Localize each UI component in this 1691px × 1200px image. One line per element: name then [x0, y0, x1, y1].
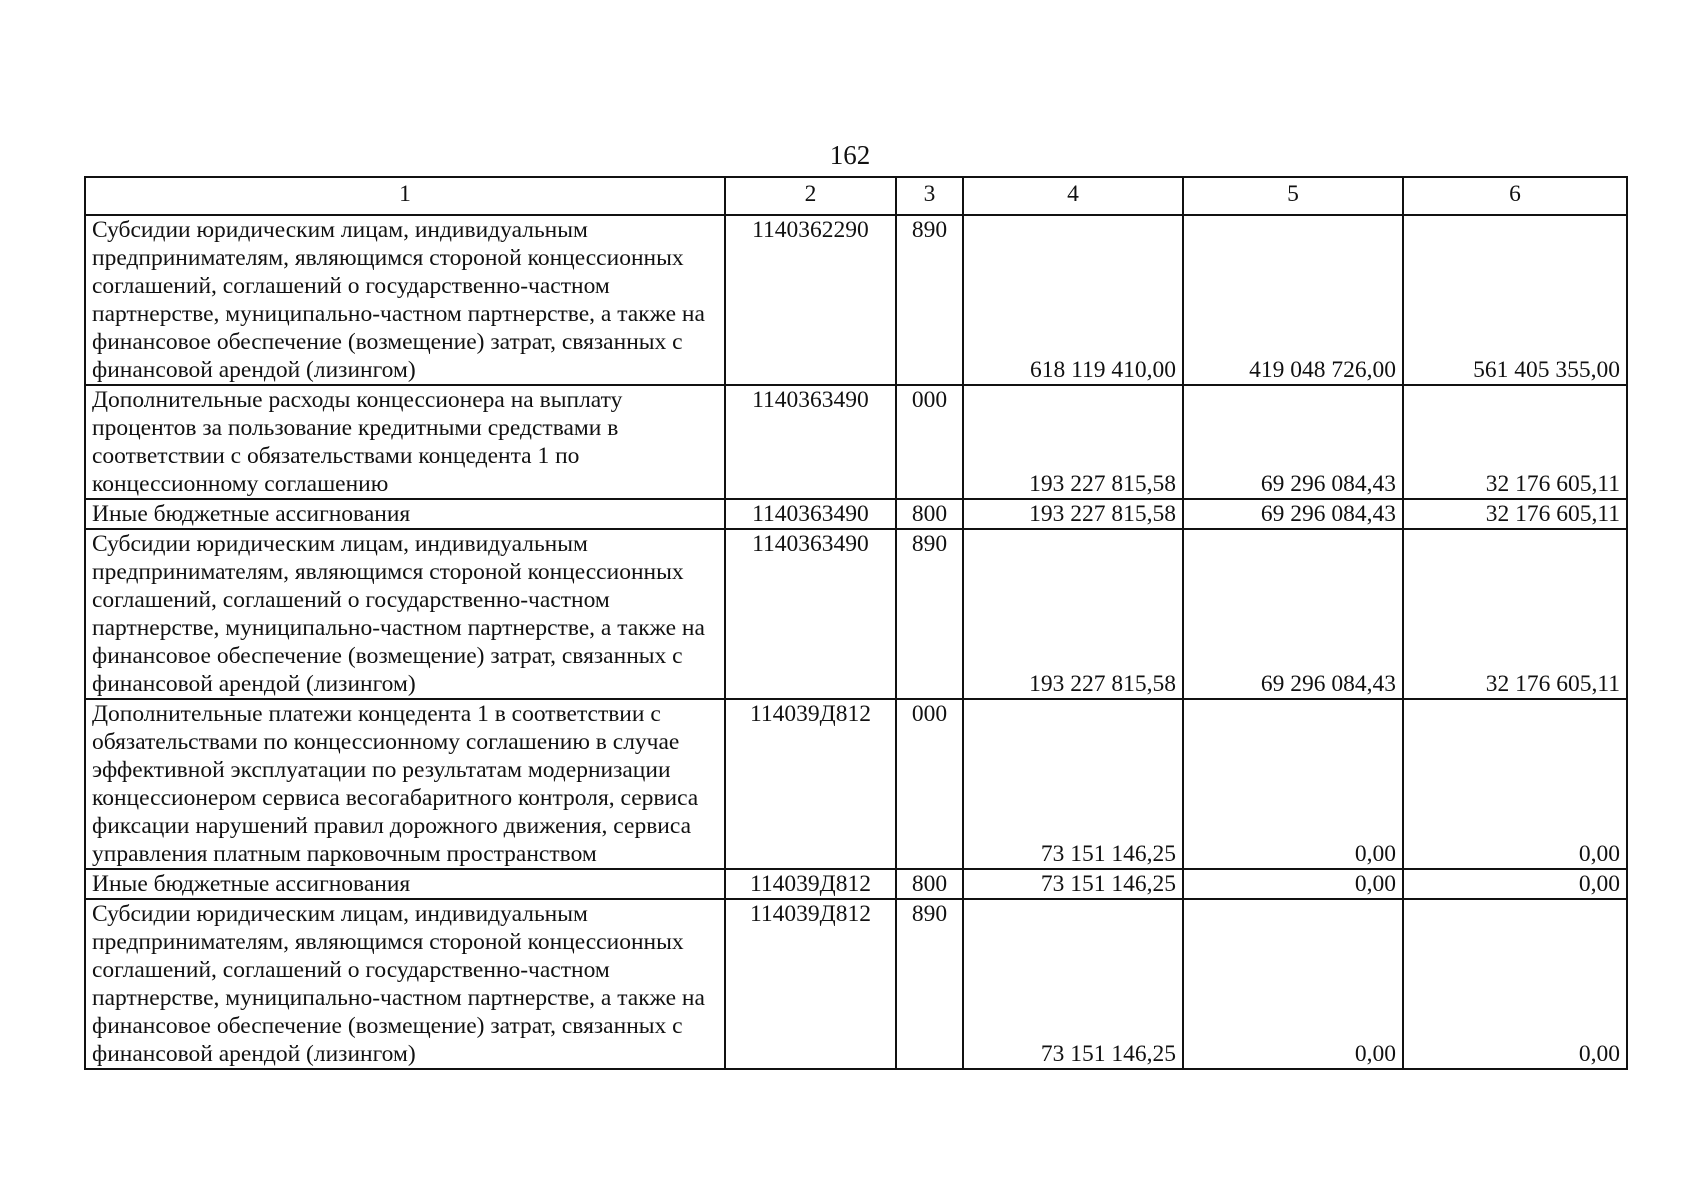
row-amount-5: 69 296 084,43: [1183, 529, 1403, 699]
table-header-row: [85, 177, 1627, 215]
row-code: 1140363490: [725, 499, 896, 529]
row-code: 114039Д812: [725, 869, 896, 899]
row-amount-4: 73 151 146,25: [963, 699, 1183, 869]
row-amount-6: 0,00: [1403, 899, 1627, 1069]
column-header: 2: [725, 177, 896, 215]
row-name: Субсидии юридическим лицам, индивидуальным предпринимателям, являющимся стороной концессионных соглашений, соглашений о государственно-частном партнерстве, муниципально-частном партнерстве, а также на финансовое обеспечение (возмещение) затрат, связанных с финансовой арендой (лизингом): [85, 529, 725, 699]
row-amount-4: 73 151 146,25: [963, 899, 1183, 1069]
table-row: [85, 699, 1627, 869]
row-name: Дополнительные платежи концедента 1 в соответствии с обязательствами по концессионному соглашению в случае эффективной эксплуатации по результатам модернизации концессионером сервиса весогабаритного контроля, сервиса фиксации нарушений правил дорожного движения, сервиса управления платным парковочным пространством: [85, 699, 725, 869]
row-type: 800: [896, 869, 963, 899]
page-number: 162: [829, 140, 871, 170]
row-amount-4: 73 151 146,25: [963, 869, 1183, 899]
column-header: 3: [896, 177, 963, 215]
row-amount-6: 0,00: [1403, 869, 1627, 899]
row-name: Дополнительные расходы концессионера на выплату процентов за пользование кредитными средствами в соответствии с обязательствами концедента 1 по концессионному соглашению: [85, 385, 725, 499]
row-code: 1140363490: [725, 529, 896, 699]
table-row: [85, 215, 1627, 385]
row-type: 890: [896, 215, 963, 385]
row-type: 890: [896, 899, 963, 1069]
table-row: [85, 869, 1627, 899]
row-amount-4: 193 227 815,58: [963, 499, 1183, 529]
row-code: 114039Д812: [725, 899, 896, 1069]
row-amount-4: 193 227 815,58: [963, 529, 1183, 699]
budget-table: [84, 176, 1628, 1070]
row-name: Иные бюджетные ассигнования: [85, 499, 725, 529]
row-amount-4: 193 227 815,58: [963, 385, 1183, 499]
table-row: [85, 499, 1627, 529]
table-row: [85, 899, 1627, 1069]
row-amount-6: 561 405 355,00: [1403, 215, 1627, 385]
row-amount-6: 0,00: [1403, 699, 1627, 869]
table-row: [85, 529, 1627, 699]
row-amount-6: 32 176 605,11: [1403, 529, 1627, 699]
row-amount-6: 32 176 605,11: [1403, 385, 1627, 499]
row-amount-5: 0,00: [1183, 699, 1403, 869]
column-header: 1: [85, 177, 725, 215]
row-amount-5: 69 296 084,43: [1183, 499, 1403, 529]
row-amount-4: 618 119 410,00: [963, 215, 1183, 385]
row-name: Иные бюджетные ассигнования: [85, 869, 725, 899]
row-amount-5: 0,00: [1183, 899, 1403, 1069]
row-amount-5: 69 296 084,43: [1183, 385, 1403, 499]
row-name: Субсидии юридическим лицам, индивидуальным предпринимателям, являющимся стороной концессионных соглашений, соглашений о государственно-частном партнерстве, муниципально-частном партнерстве, а также на финансовое обеспечение (возмещение) затрат, связанных с финансовой арендой (лизингом): [85, 215, 725, 385]
row-code: 1140363490: [725, 385, 896, 499]
row-code: 114039Д812: [725, 699, 896, 869]
row-amount-5: 419 048 726,00: [1183, 215, 1403, 385]
row-amount-5: 0,00: [1183, 869, 1403, 899]
row-type: 000: [896, 699, 963, 869]
row-name: Субсидии юридическим лицам, индивидуальным предпринимателям, являющимся стороной концессионных соглашений, соглашений о государственно-частном партнерстве, муниципально-частном партнерстве, а также на финансовое обеспечение (возмещение) затрат, связанных с финансовой арендой (лизингом): [85, 899, 725, 1069]
row-type: 800: [896, 499, 963, 529]
table-row: [85, 385, 1627, 499]
row-type: 000: [896, 385, 963, 499]
column-header: 6: [1403, 177, 1627, 215]
row-type: 890: [896, 529, 963, 699]
column-header: 4: [963, 177, 1183, 215]
row-amount-6: 32 176 605,11: [1403, 499, 1627, 529]
row-code: 1140362290: [725, 215, 896, 385]
column-header: 5: [1183, 177, 1403, 215]
